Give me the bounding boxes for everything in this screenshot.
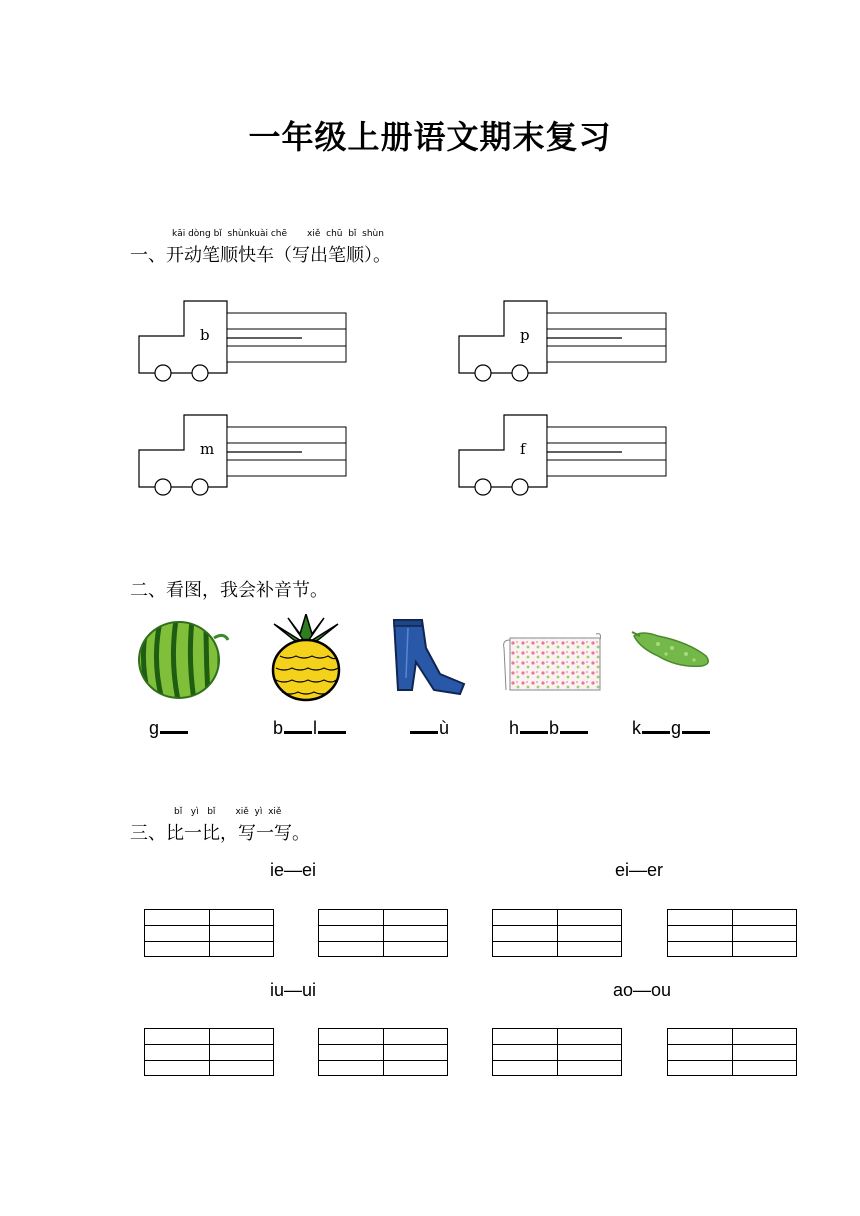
pair-label: ei—er (615, 860, 664, 880)
section3-pinyin: bǐ yì bǐ xiě yì xiě (174, 807, 282, 817)
truck-icon (458, 414, 673, 500)
truck-icon (138, 300, 353, 386)
writing-grid[interactable] (667, 1028, 797, 1076)
stroke-truck (458, 414, 673, 500)
section1-heading: 一、开动笔顺快车（写出笔顺）。 (130, 245, 391, 266)
syllable-label-pineapple: b l (273, 718, 347, 739)
writing-grid[interactable] (667, 909, 797, 957)
answer-blank[interactable] (642, 730, 670, 734)
answer-blank[interactable] (318, 730, 346, 734)
writing-grid[interactable] (144, 1028, 274, 1076)
answer-blank[interactable] (560, 730, 588, 734)
pants-image (388, 618, 468, 696)
pair-label: iu—ui (270, 980, 317, 1000)
answer-blank[interactable] (284, 730, 312, 734)
truck-letter: b (200, 326, 210, 344)
section1-pinyin: kāi dòng bǐ shùnkuài chē xiě chū bǐ shùn (172, 229, 384, 239)
writing-grid[interactable] (318, 1028, 448, 1076)
stroke-truck (138, 300, 353, 386)
stroke-truck (458, 300, 673, 386)
bitter-gourd-image (628, 626, 714, 674)
writing-grid[interactable] (144, 909, 274, 957)
truck-icon (138, 414, 353, 500)
truck-letter: f (520, 440, 526, 458)
truck-icon (458, 300, 673, 386)
truck-letter: m (200, 440, 215, 458)
pineapple-image (266, 614, 346, 702)
section2-heading: 二、看图，我会补音节。 (130, 580, 328, 601)
watermelon-image (136, 618, 230, 700)
syllable-label-watermelon: g (149, 718, 189, 739)
pair-label: ie—ei (270, 860, 317, 880)
pair-label: ao—ou (613, 980, 672, 1000)
stroke-truck (138, 414, 353, 500)
answer-blank[interactable] (410, 730, 438, 734)
truck-letter: p (520, 326, 530, 344)
writing-grid[interactable] (492, 1028, 622, 1076)
writing-grid[interactable] (492, 909, 622, 957)
section3-heading: 三、比一比，写一写。 (130, 823, 310, 844)
answer-blank[interactable] (682, 730, 710, 734)
handkerchief-image (500, 630, 604, 696)
writing-grid[interactable] (318, 909, 448, 957)
answer-blank[interactable] (520, 730, 548, 734)
syllable-label-handkerchief: h b (509, 718, 589, 739)
page-title: 一年级上册语文期末复习 (248, 118, 612, 156)
syllable-label-bitter-gourd: k g (632, 718, 711, 739)
answer-blank[interactable] (160, 730, 188, 734)
syllable-label-pants: ù (409, 718, 449, 739)
